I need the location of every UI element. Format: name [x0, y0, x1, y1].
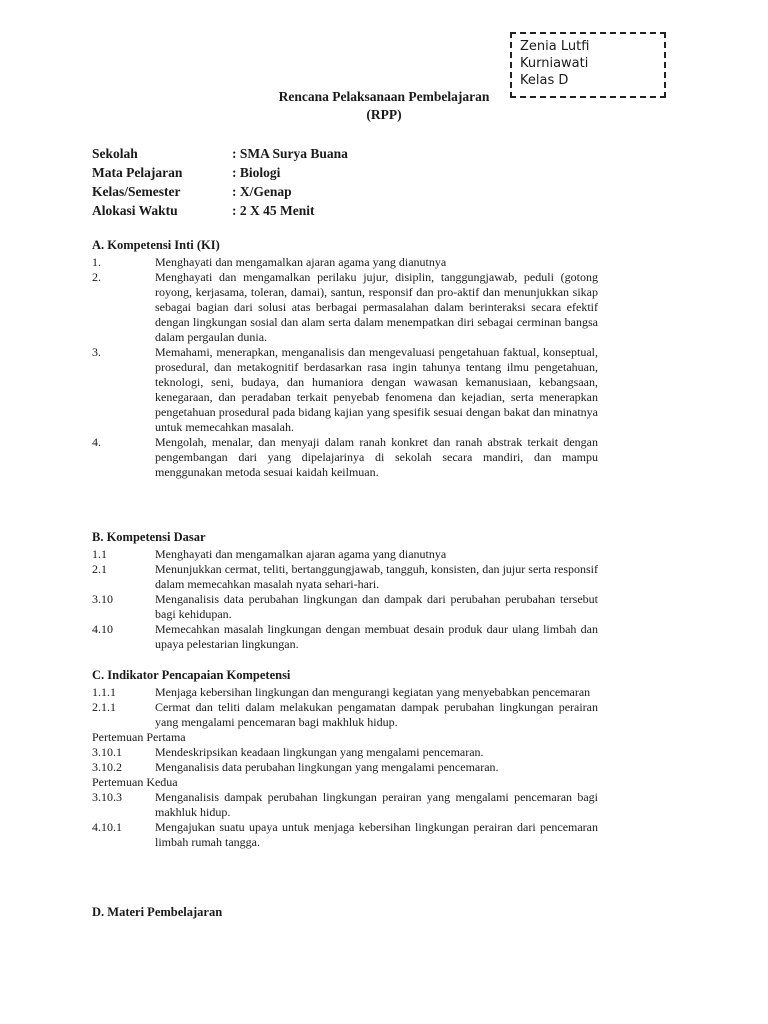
item-number: 2. [92, 270, 101, 284]
item-text: Menganalisis dampak perubahan lingkungan perairan yang mengalami pencemaran bagi makhluk hidup. [155, 790, 598, 819]
list-item [92, 255, 598, 270]
item-text: Mendeskripsikan keadaan lingkungan yang mengalami pencemaran. [155, 745, 484, 759]
item-text: Menganalisis data perubahan lingkungan yang mengalami pencemaran. [155, 760, 499, 774]
list-item [92, 790, 598, 820]
section-heading: D. Materi Pembelajaran [92, 905, 223, 919]
list-item [92, 622, 598, 652]
identity-value: : 2 X 45 Menit [232, 203, 315, 218]
list-item [92, 547, 598, 562]
list-item [92, 745, 598, 760]
identity-row [92, 165, 348, 184]
section-heading: A. Kompetensi Inti (KI) [92, 238, 220, 252]
stamp-line: Kelas D [520, 73, 569, 88]
item-number: 3. [92, 345, 101, 359]
item-text: Menganalisis data perubahan lingkungan dan dampak dari perubahan perubahan tersebut bagi kehidupan. [155, 592, 598, 621]
list-item [92, 820, 598, 850]
kompetensi-dasar-section [92, 530, 598, 652]
section-heading: C. Indikator Pencapaian Kompetensi [92, 668, 291, 682]
meeting-label: Pertemuan Pertama [92, 730, 186, 744]
identity-block [92, 146, 348, 222]
list-item [92, 435, 598, 480]
list-item [92, 685, 598, 700]
document-title: Rencana Pelaksanaan Pembelajaran [278, 89, 490, 104]
identity-row [92, 203, 348, 222]
list-item [92, 592, 598, 622]
list-item [92, 345, 598, 435]
item-number: 3.10 [92, 592, 113, 606]
identity-row [92, 146, 348, 165]
list-item [92, 700, 598, 730]
item-number: 3.10.2 [92, 760, 122, 774]
item-number: 4.10.1 [92, 820, 122, 834]
item-number: 2.1 [92, 562, 107, 576]
list-item [92, 760, 598, 775]
indikator-section [92, 668, 598, 850]
item-text: Memecahkan masalah lingkungan dengan membuat desain produk daur ulang limbah dan upaya pelestarian lingkungan. [155, 622, 598, 651]
item-number: 2.1.1 [92, 700, 116, 714]
item-text: Menghayati dan mengamalkan ajaran agama yang dianutnya [155, 255, 447, 269]
section-heading: B. Kompetensi Dasar [92, 530, 206, 544]
identity-label: Mata Pelajaran [92, 165, 183, 180]
identity-value: : X/Genap [232, 184, 292, 199]
item-text: Memahami, menerapkan, menganalisis dan mengevaluasi pengetahuan faktual, konseptual, prosedural, dan metakognitif berdasarkan rasa ingin tahunya tentang ilmu pengetahuan, teknologi, seni, budaya, dan humaniora dengan wawasan kemanusiaan, kebangsaan, kenegaraan, dan peradaban terkait penyebab fenomena dan kejadian, serta menerapkan pengetahuan prosedural pada bidang kajian yang spesifik sesuai dengan bakat dan minatnya untuk memecahkan masalah. [155, 345, 598, 434]
item-number: 1.1 [92, 547, 107, 561]
item-number: 3.10.1 [92, 745, 122, 759]
kompetensi-inti-section [92, 238, 598, 480]
list-item [92, 270, 598, 345]
materi-section [92, 905, 598, 922]
identity-row [92, 184, 348, 203]
identity-label: Kelas/Semester [92, 184, 181, 199]
item-text: Menghayati dan mengamalkan ajaran agama yang dianutnya [155, 547, 447, 561]
item-text: Cermat dan teliti dalam melakukan pengamatan dampak perubahan lingkungan perairan yang mengalami pencemaran bagi makhluk hidup. [155, 700, 598, 729]
item-text: Menunjukkan cermat, teliti, bertanggungjawab, tangguh, konsisten, dan jujur serta responsif dalam memecahkan masalah nyata sehari-hari. [155, 562, 598, 591]
stamp-line: Zenia Lutfi [520, 39, 590, 54]
identity-value: : Biologi [232, 165, 281, 180]
identity-label: Alokasi Waktu [92, 203, 178, 218]
item-number: 3.10.3 [92, 790, 122, 804]
item-number: 1.1.1 [92, 685, 116, 699]
item-number: 4.10 [92, 622, 113, 636]
list-item [92, 562, 598, 592]
document-subtitle: (RPP) [366, 107, 402, 122]
stamp-line: Kurniawati [520, 56, 589, 71]
item-text: Mengolah, menalar, dan menyaji dalam ranah konkret dan ranah abstrak terkait dengan pengembangan dari yang dipelajarinya di sekolah secara mandiri, dan mampu menggunakan metoda sesuai kaidah keilmuan. [155, 435, 598, 479]
item-number: 4. [92, 435, 101, 449]
identity-label: Sekolah [92, 146, 138, 161]
item-text: Menghayati dan mengamalkan perilaku jujur, disiplin, tanggungjawab, peduli (gotong royong, kerjasama, toleran, damai), santun, responsif dan pro-aktif dan menunjukkan sikap sebagai bagian dari solusi atas berbagai permasalahan dalam berinteraksi secara efektif dengan lingkungan sosial dan alam serta dalam menempatkan diri sebagai cerminan bangsa dalam pergaulan dunia. [155, 270, 598, 344]
item-number: 1. [92, 255, 101, 269]
item-text: Mengajukan suatu upaya untuk menjaga kebersihan lingkungan perairan dari pencemaran limbah rumah tangga. [155, 820, 598, 849]
item-text: Menjaga kebersihan lingkungan dan mengurangi kegiatan yang menyebabkan pencemaran [155, 685, 591, 699]
identity-value: : SMA Surya Buana [232, 146, 348, 161]
meeting-label: Pertemuan Kedua [92, 775, 178, 789]
